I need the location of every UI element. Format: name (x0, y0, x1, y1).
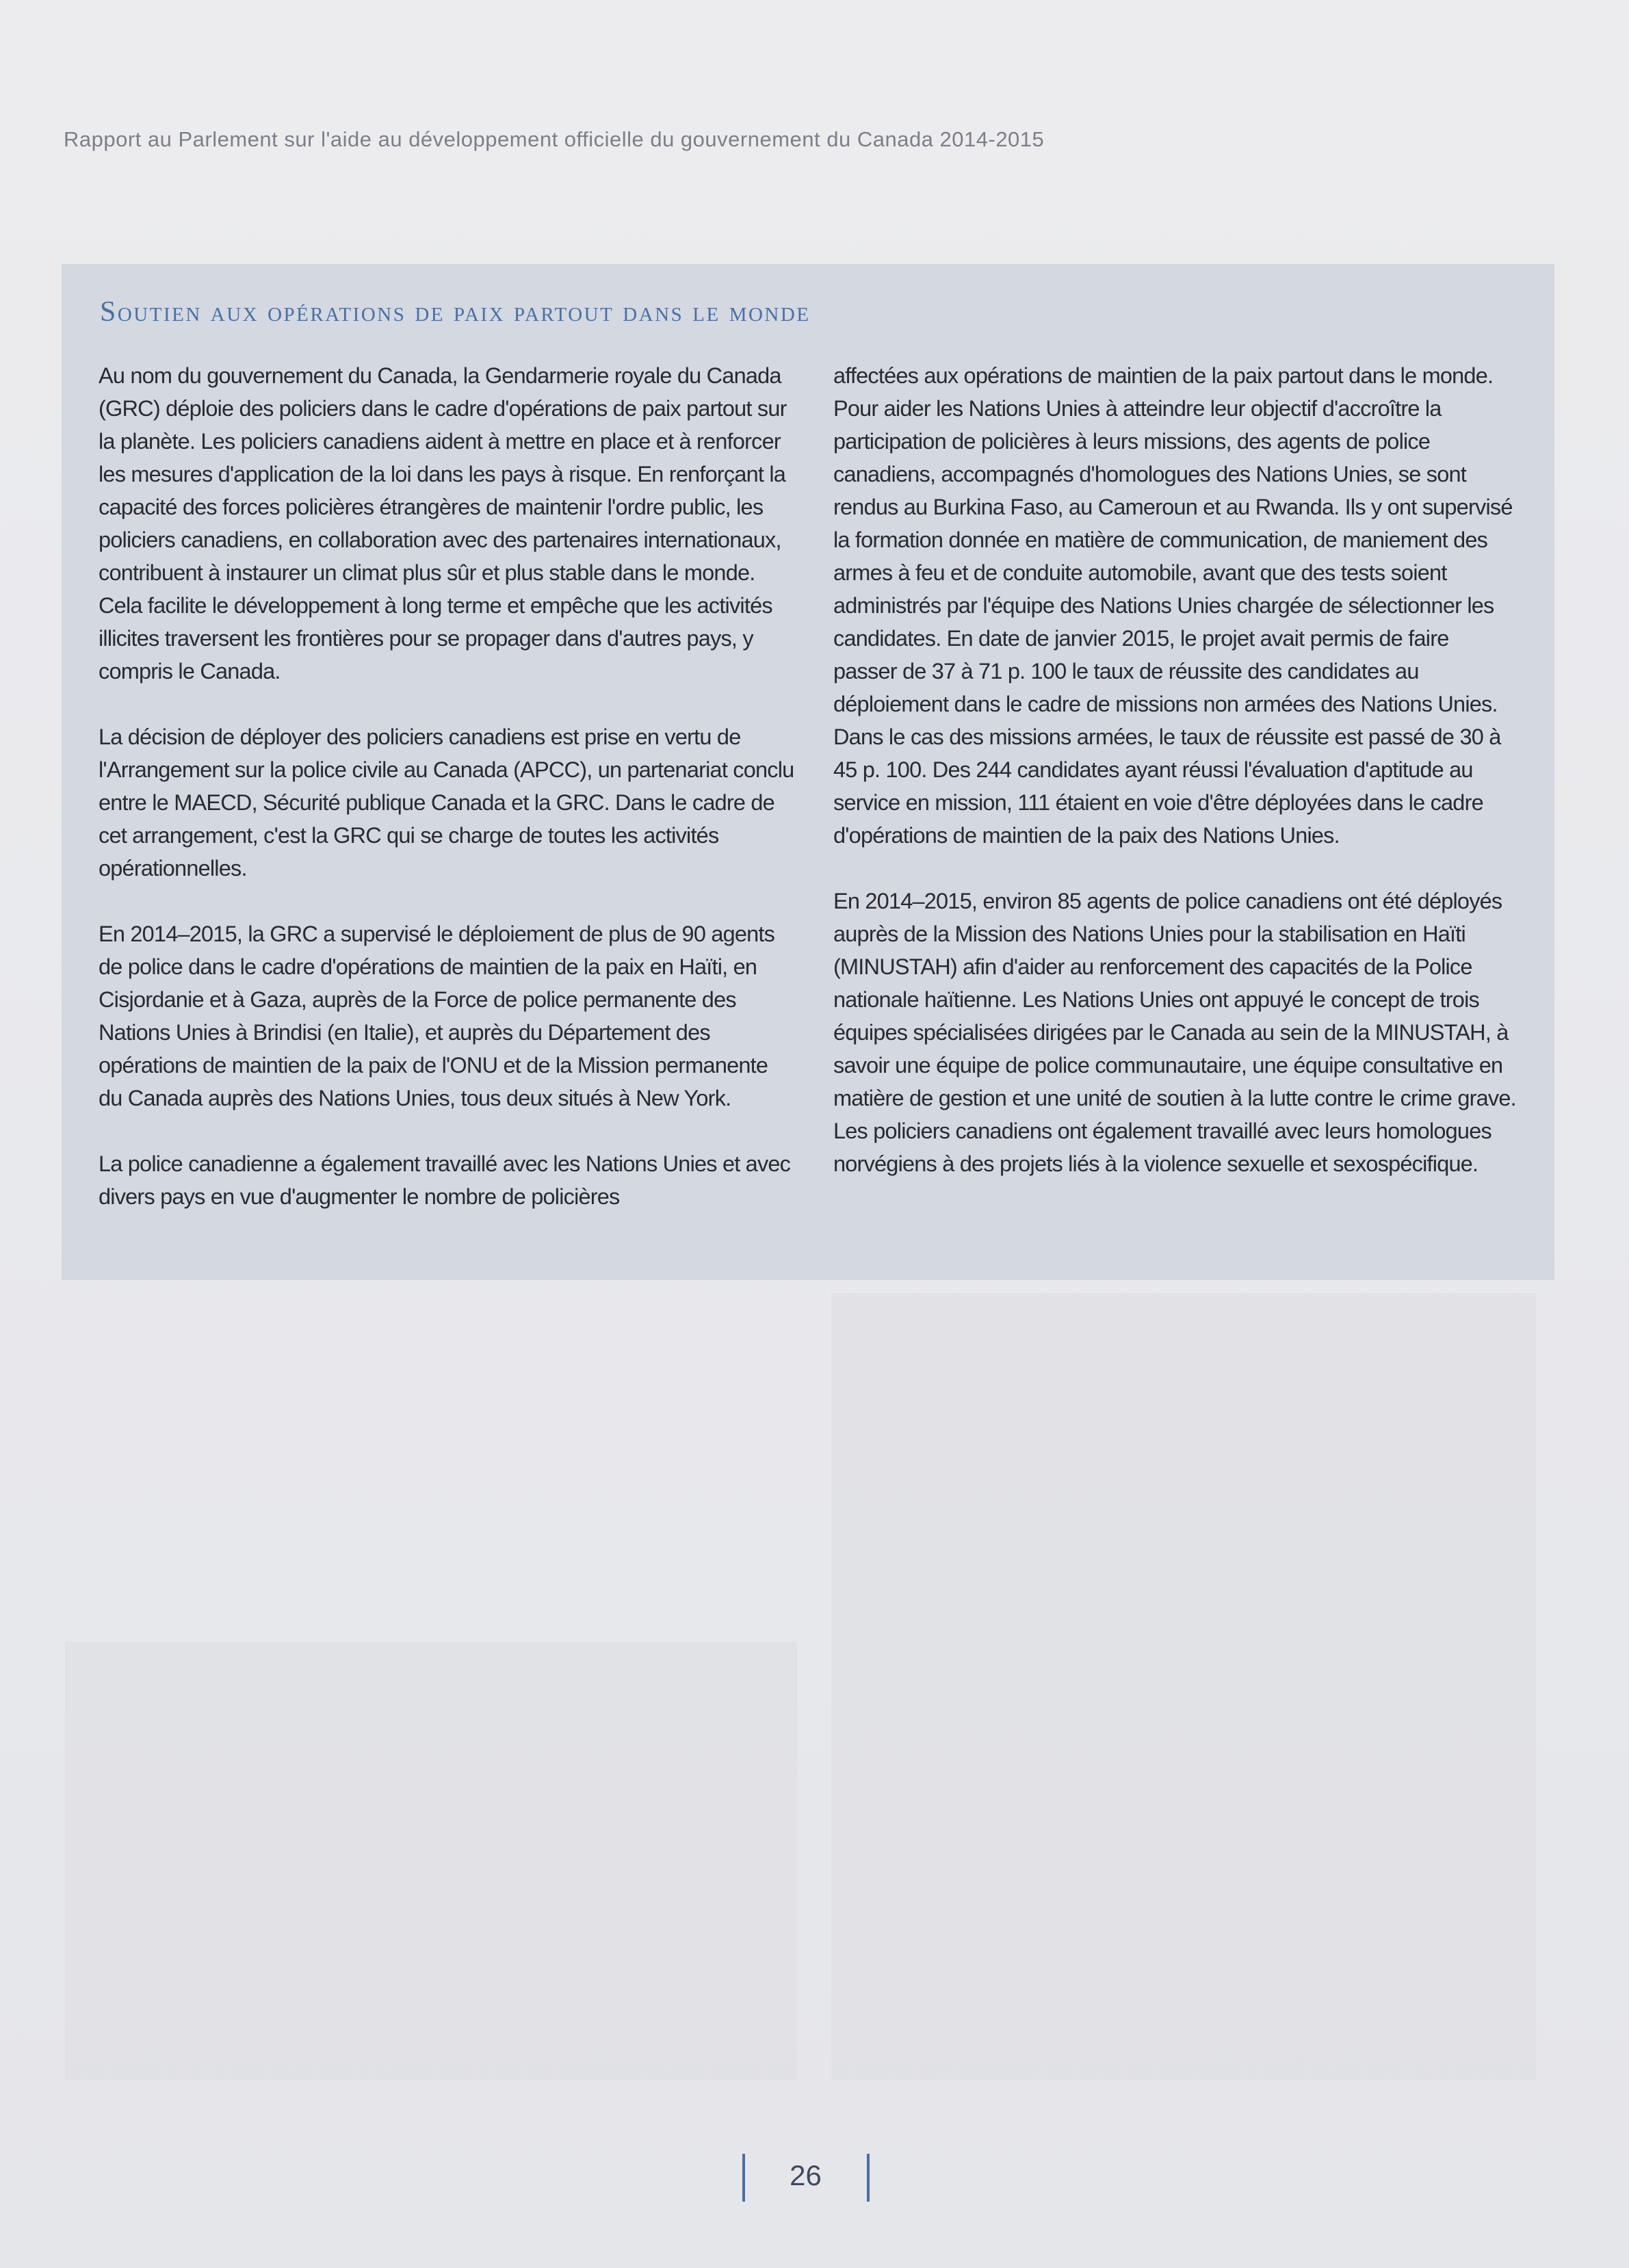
footer-divider (742, 2154, 745, 2202)
paragraph: La police canadienne a également travaillé avec les Nations Unies et avec divers pays en vue d'augmenter le nombre de policières (99, 1151, 791, 1209)
paragraph: Au nom du gouvernement du Canada, la Gendarmerie royale du Canada (GRC) déploie des policiers dans le cadre d'opérations de paix partout sur la planète. Les policiers canadiens aident à mettre en place et à renforcer les mesures d'application de la loi dans les pays à risque. En renforçant la capacité des forces policières étrangères de maintenir l'ordre public, les policiers canadiens, en collaboration avec des partenaires internationaux, contribuent à instaurer un climat plus sûr et plus stable dans le monde. Cela facilite le développement à long terme et empêche que les activités illicites traversent les frontières pour se propager dans d'autres pays, y compris le Canada. (99, 363, 787, 683)
paragraph: La décision de déployer des policiers canadiens est prise en vertu de l'Arrangement sur la police civile au Canada (APCC), un partenariat conclu entre le MAECD, Sécurité publique Canada et la GRC. Dans le cadre de cet arrangement, c'est la GRC qui se charge de toutes les activités opérationnelles. (99, 725, 794, 881)
page-footer (0, 2154, 1629, 2208)
left-column (99, 359, 796, 1213)
paragraph: En 2014–2015, environ 85 agents de police canadiens ont été déployés auprès de la Mission des Nations Unies pour la stabilisation en Haïti (MINUSTAH) afin d'aider au renforcement des capacités de la Police nationale haïtienne. Les Nations Unies ont appuyé le concept de trois équipes spécialisées dirigées par le Canada au sein de la MINUSTAH, à savoir une équipe de police communautaire, une équipe consultative en matière de gestion et une unité de soutien à la lutte contre le crime grave. Les policiers canadiens ont également travaillé avec leurs homologues norvégiens à des projets liés à la violence sexuelle et sexospécifique. (833, 889, 1516, 1176)
bleed-through-block (65, 1642, 797, 2080)
running-header: Rapport au Parlement sur l'aide au développement officielle du gouvernement du Canada 2014-2015 (64, 127, 1045, 151)
paragraph: En 2014–2015, la GRC a supervisé le déploiement de plus de 90 agents de police dans le cadre d'opérations de maintien de la paix en Haïti, en Cisjordanie et à Gaza, auprès de la Force de police permanente des Nations Unies à Brindisi (en Italie), et auprès du Département des opérations de maintien de la paix de l'ONU et de la Mission permanente du Canada auprès des Nations Unies, tous deux situés à New York. (99, 922, 775, 1110)
right-column (833, 359, 1517, 1180)
footer-divider (867, 2154, 870, 2202)
page-number: 26 (790, 2159, 822, 2191)
bleed-through-block (831, 1293, 1536, 2080)
paragraph: affectées aux opérations de maintien de la paix partout dans le monde. Pour aider les Nations Unies à atteindre leur objectif d'accroître la participation de policières à leurs missions, des agents de police canadiens, accompagnés d'homologues des Nations Unies, se sont rendus au Burkina Faso, au Cameroun et au Rwanda. Ils y ont supervisé la formation donnée en matière de communication, de maniement des armes à feu et de conduite automobile, avant que des tests soient administrés par l'équipe des Nations Unies chargée de sélectionner les candidates. En date de janvier 2015, le projet avait permis de faire passer de 37 à 71 p. 100 le taux de réussite des candidates au déploiement dans le cadre de missions non armées des Nations Unies. Dans le cas des missions armées, le taux de réussite est passé de 30 à 45 p. 100. Des 244 candidates ayant réussi l'évaluation d'aptitude au service en mission, 111 étaient en voie d'être déployées dans le cadre d'opérations de maintien de la paix des Nations Unies. (833, 363, 1513, 848)
sidebar-title: Soutien aux opérations de paix partout dans le monde (100, 296, 811, 328)
